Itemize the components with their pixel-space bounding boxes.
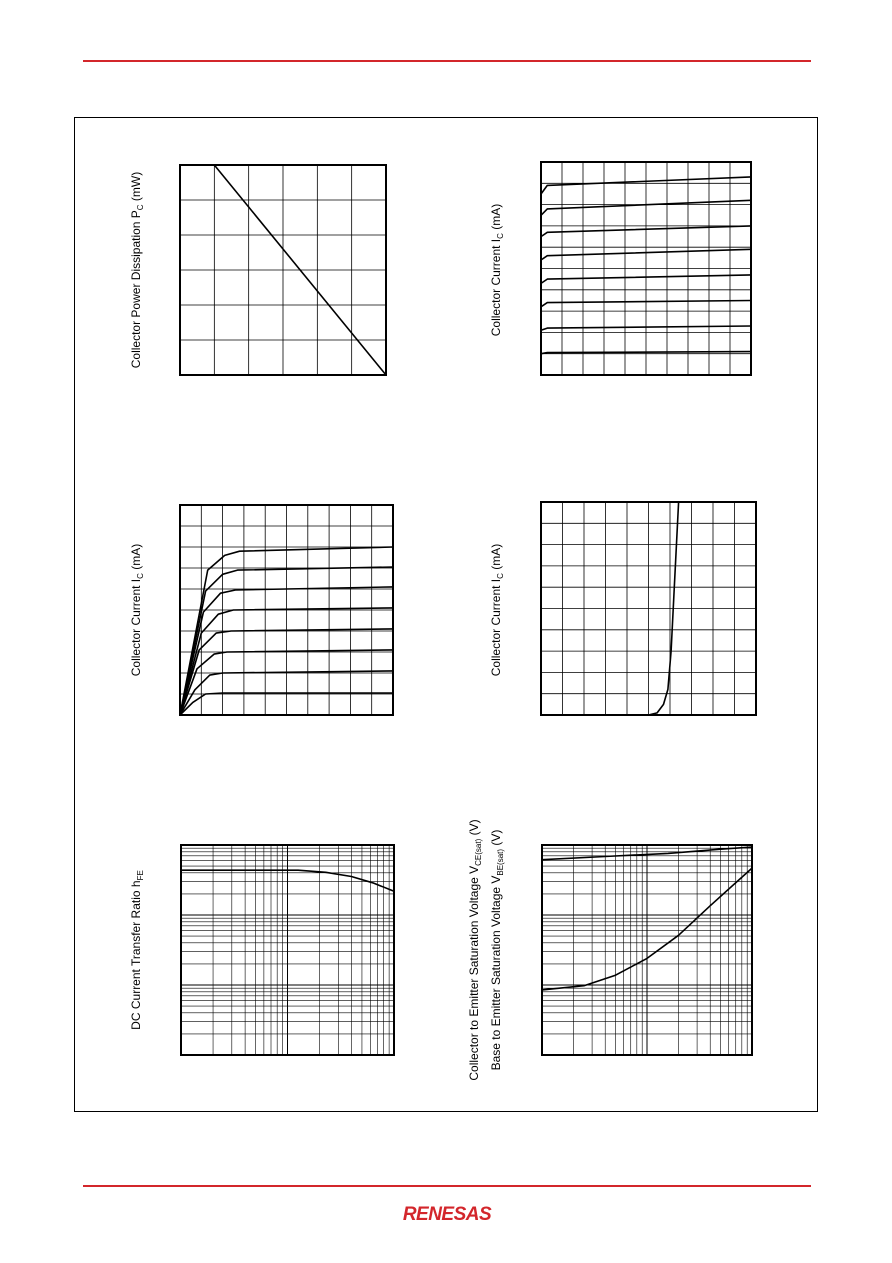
y-axis-label-2-text: Base to Emitter Saturation Voltage V [489,875,503,1071]
footer-rule [83,1185,811,1187]
renesas-logo [392,1200,502,1226]
y-axis-label-subscript: C [496,233,505,239]
y-axis-label [467,819,483,1080]
chart-3 [129,845,394,1055]
chart-5 [489,502,756,715]
y-axis-label-text: Collector Current I [129,578,143,677]
y-axis-label-2-subscript: BE(sat) [496,848,505,876]
y-axis-label-text: Collector Current I [489,238,503,337]
y-axis-label-subscript: CE(sat) [474,838,483,866]
y-axis-label [129,544,145,676]
y-axis-label-subscript: C [496,573,505,579]
y-axis-label [489,544,505,676]
y-axis-label [489,204,505,336]
y-axis-label-text: Collector Current I [489,578,503,677]
y-axis-label-2-unit: (V) [489,829,503,849]
y-axis-label-text: Collector to Emitter Saturation Voltage V [467,865,481,1081]
chart-1 [129,165,386,375]
y-axis-label-2 [489,830,505,1071]
y-axis-label-subscript: C [136,573,145,579]
chart-2 [129,505,393,715]
chart-4 [489,162,751,375]
y-axis-label-unit: (mW) [129,171,143,205]
y-axis-label-unit: (V) [467,819,481,839]
renesas-logo-text: RENESAS [402,1204,492,1225]
y-axis-label [129,172,145,369]
chart-6 [467,819,752,1080]
y-axis-label-subscript: FE [136,870,145,881]
y-axis-label [129,870,145,1030]
y-axis-label-unit: (mA) [489,203,503,234]
y-axis-label-text: DC Current Transfer Ratio h [129,880,143,1030]
y-axis-label-unit: (mA) [489,543,503,574]
y-axis-label-subscript: C [136,204,145,211]
y-axis-label-unit: (mA) [129,543,143,574]
y-axis-label-text: Collector Power Dissipation P [129,210,143,369]
